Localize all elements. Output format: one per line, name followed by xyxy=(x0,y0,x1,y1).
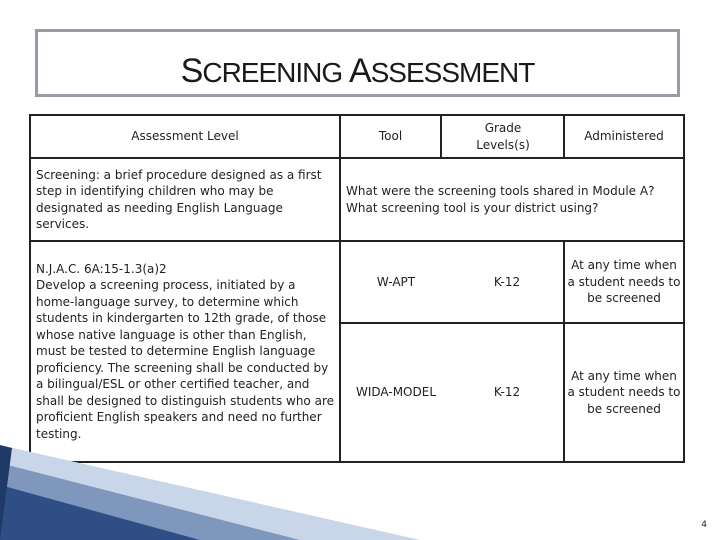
grade-wida-model: K-12 xyxy=(493,385,521,400)
header-tool: Tool xyxy=(378,129,403,144)
header-grade-levels: Grade Levels(s) xyxy=(476,121,530,152)
slide-title xyxy=(38,52,677,91)
header-assessment-level: Assessment Level xyxy=(131,129,239,144)
col-divider-2-top xyxy=(440,114,442,159)
header-administered: Administered xyxy=(584,129,664,144)
njac-code-text: N.J.A.C. 6A:15-1.3(a)2 Develop a screening process, initiated by a home-language survey, to determine which students in kindergarten to 12th grade, of those whose native language is other than English, must be tested to determine English language proficiency. The screening shall be conducted by a bilingual/ESL or other certified teacher, and shall be designed to distinguish students who are proficient English speakers and need no further testing. xyxy=(36,261,334,441)
col-divider-3-bottom xyxy=(563,240,565,463)
table-border-left xyxy=(29,114,31,463)
title-word-1: CREENING xyxy=(202,57,349,88)
screening-definition: Screening: a brief procedure designed as a first step in identifying children who may be designated as needing English Language services. xyxy=(36,167,322,231)
table-border-right xyxy=(683,114,685,463)
grade-wapt: K-12 xyxy=(493,274,521,289)
page-number: 4 xyxy=(701,520,707,530)
tool-wapt: W-APT xyxy=(376,274,416,289)
title-box xyxy=(35,29,680,97)
tool-wida-model: WIDA-MODEL xyxy=(355,385,436,400)
title-cap-a: A xyxy=(348,52,371,90)
administered-wapt: At any time when a student needs to be screened xyxy=(567,258,681,306)
administered-wida-model: At any time when a student needs to be screened xyxy=(567,368,681,416)
title-cap-s: S xyxy=(180,52,203,90)
screening-questions: What were the screening tools shared in Module A? What screening tool is your district using? xyxy=(346,184,655,215)
decorative-swoosh xyxy=(0,445,420,540)
title-word-2: SSESSMENT xyxy=(370,57,535,88)
